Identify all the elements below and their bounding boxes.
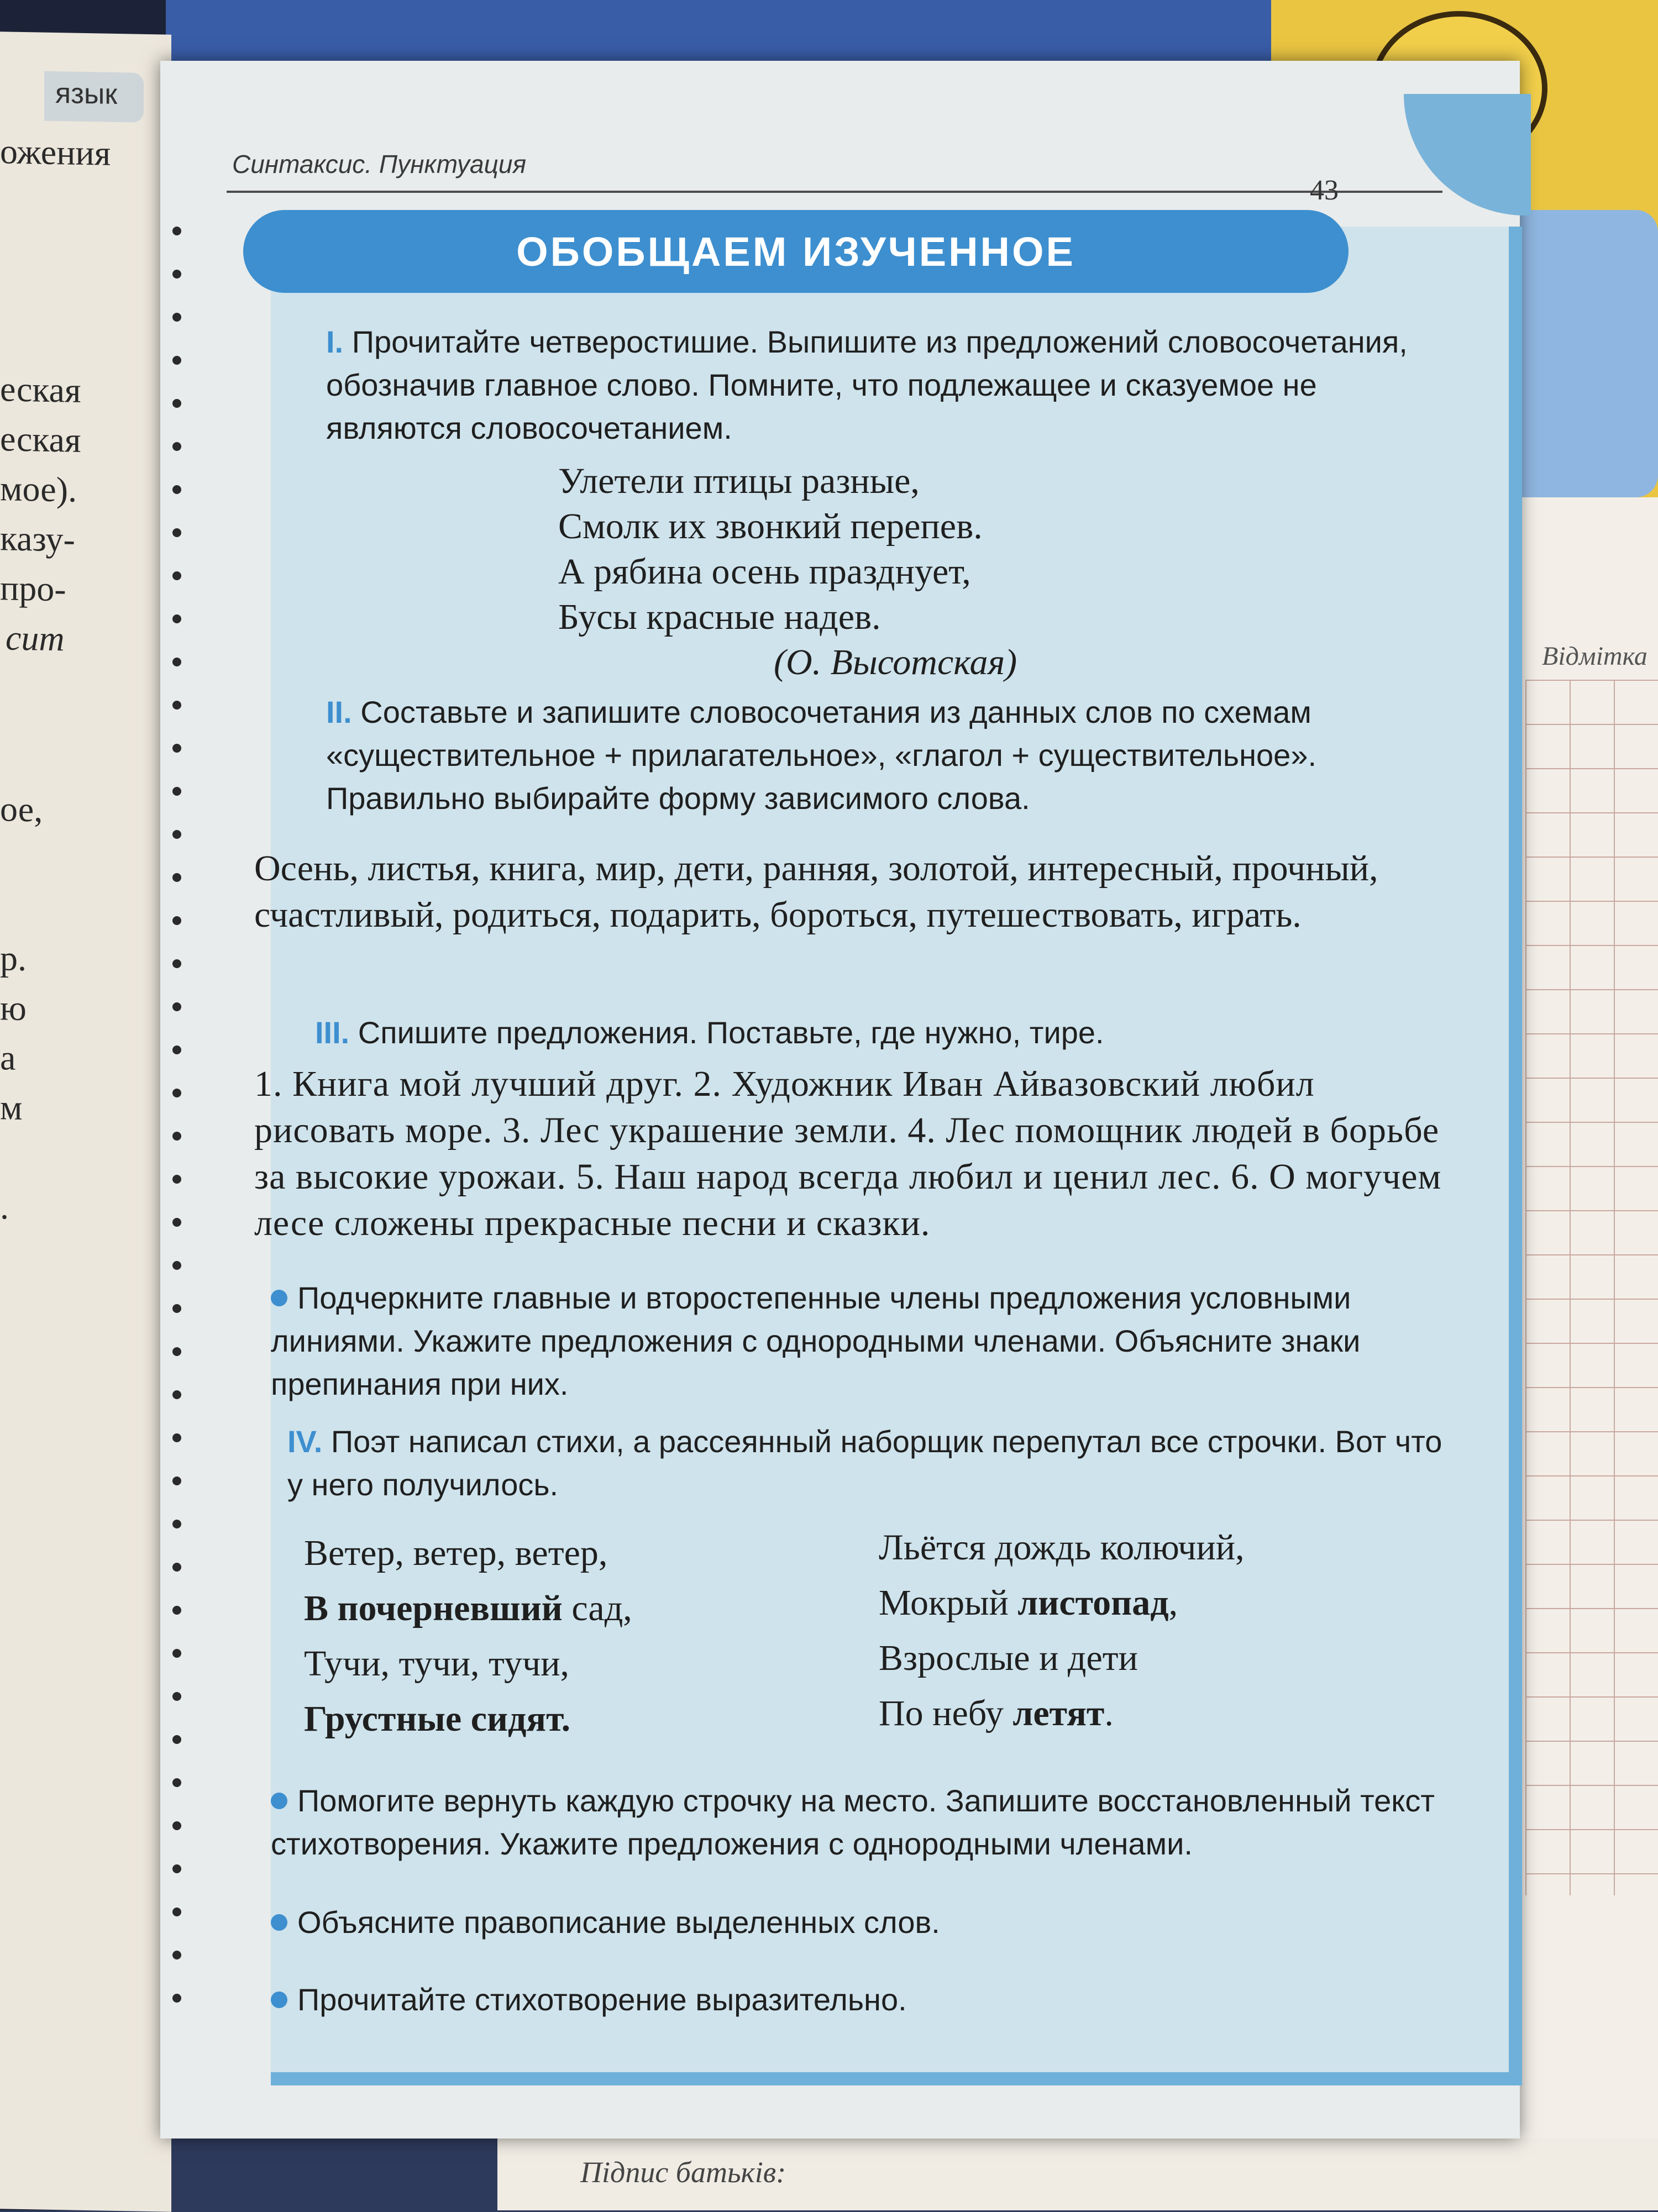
previous-page-fragment: ожения [0, 132, 111, 173]
binding-dot [172, 485, 181, 494]
binding-dot [172, 528, 181, 537]
poem-line: Бусы красные надев. [558, 597, 881, 637]
binding-dot [172, 1649, 181, 1658]
verse-right-1: Льётся дождь колючий, [879, 1527, 1245, 1568]
binding-dot [172, 614, 181, 623]
exercise-2-number: II. [326, 695, 352, 729]
binding-dot [172, 1864, 181, 1873]
binding-dot [172, 830, 181, 839]
verse-right-3: Взрослые и дети [879, 1638, 1138, 1678]
binding-dot [172, 1132, 181, 1141]
binding-dot [172, 658, 181, 666]
grade-label: Відмітка [1542, 642, 1647, 671]
bullet-icon [271, 1793, 287, 1809]
textbook-page [160, 61, 1520, 2139]
exercise-1-text: Прочитайте четверостишие. Выпишите из предложений словосочетания, обозначив главное слово. Помните, что подлежащее и сказуемое не являются словосочетанием. [326, 324, 1408, 445]
binding-dot [172, 701, 181, 710]
page-title: ОБОБЩАЕМ ИЗУЧЕННОЕ [243, 210, 1349, 293]
binding-dot [172, 270, 181, 279]
exercise-2-text: Составьте и запишите словосочетания из данных слов по схемам «существительное + прилагательное», «глагол + существительное». Правильно выбирайте форму зависимого слова. [326, 695, 1317, 816]
previous-page-fragment: сит [6, 618, 65, 659]
previous-page-fragment: мое). [0, 469, 77, 509]
previous-page-fragment: м [0, 1087, 23, 1128]
previous-page-fragment: р. [0, 938, 27, 979]
cartoon-figure [1503, 210, 1658, 497]
verse-left-2: В почерневший сад, [304, 1588, 632, 1628]
binding-dot [172, 787, 181, 796]
binding-dot [172, 442, 181, 451]
binding-dot [172, 1089, 181, 1097]
exercise-3 [210, 1011, 1459, 1054]
page-corner-decoration [1404, 94, 1531, 216]
exercise-3-task: Подчеркните главные и второстепенные члены предложения условными линиями. Укажите предложения с однородными членами. Объясните знаки препинания при них. [271, 1280, 1361, 1401]
binding-dot [172, 1045, 181, 1054]
binding-dot [172, 1477, 181, 1485]
binding-dot [172, 313, 181, 322]
exercise-4 [182, 1420, 1459, 1506]
previous-page-fragment: а [0, 1038, 16, 1078]
binding-dot [172, 1261, 181, 1270]
binding-dot [172, 1563, 181, 1572]
previous-page-fragment: . [0, 1187, 9, 1227]
binding-dots [172, 227, 195, 2050]
binding-dot [172, 1347, 181, 1356]
exercise-4-task-3: Прочитайте стихотворение выразительно. [160, 1978, 1459, 2021]
verse-left-3: Тучи, тучи, тучи, [304, 1643, 570, 1684]
binding-dot [172, 744, 181, 753]
binding-dot [172, 1520, 181, 1528]
binding-dot [172, 916, 181, 925]
binding-dot [172, 1175, 181, 1184]
poem-line: А рябина осень празднует, [558, 551, 971, 592]
binding-dot [172, 1735, 181, 1744]
verse-left-1: Ветер, ветер, ветер, [304, 1533, 608, 1573]
exercise-4-number: IV. [287, 1424, 323, 1459]
exercise-4-task-1: Помогите вернуть каждую строчку на место. Запишите восстановленный текст стихотворения. Укажите предложения с однородными членами. [271, 1783, 1435, 1861]
bullet-icon [271, 1290, 287, 1306]
section-header: Синтаксис. Пунктуация [232, 150, 527, 178]
poem-line: Смолк их звонкий перепев. [558, 506, 983, 547]
binding-dot [172, 571, 181, 580]
binding-dot [172, 1433, 181, 1442]
binding-dot [172, 1218, 181, 1227]
binding-dot [172, 356, 181, 365]
previous-page-fragment: про- [0, 568, 66, 609]
binding-dot [172, 1390, 181, 1399]
parent-signature-label: Підпис батьків: [580, 2156, 786, 2189]
binding-dot [172, 1304, 181, 1313]
verse-right-2: Мокрый листопад, [879, 1583, 1178, 1623]
binding-dot [172, 959, 181, 968]
exercise-4-task-2: Объясните правописание выделенных слов. [160, 1901, 1459, 1944]
previous-page-fragment: еская [0, 369, 81, 410]
header-rule [227, 191, 1442, 193]
exercise-3-number: III. [315, 1015, 350, 1050]
sentence-list: 1. Книга мой лучший друг. 2. Художник Иван Айвазовский любил рисовать море. 3. Лес украшение земли. 4. Лес помощник людей в борьбе за высокие урожаи. 5. Наш народ всегда любил и ценил лес. 6. О могучем лесе сложены прекрасные песни и сказки. [254, 1064, 1442, 1243]
exercise-3-text: Спишите предложения. Поставьте, где нужно, тире. [358, 1015, 1104, 1050]
binding-dot [172, 1606, 181, 1615]
exercise-4-text: Поэт написал стихи, а рассеянный наборщик перепутал все строчки. Вот что у него получилось. [287, 1424, 1442, 1502]
poem-line: Улетели птицы разные, [558, 461, 920, 501]
notebook-page [1514, 497, 1658, 2210]
previous-page-tab: язык [44, 71, 144, 123]
exercise-1-number: I. [326, 324, 344, 359]
exercise-2-words [210, 845, 1459, 938]
page-number: 43 [1310, 175, 1339, 206]
previous-page-fragment: казу- [0, 518, 75, 559]
poem-author: (О. Высотская) [774, 642, 1017, 682]
verse-left-4: Грустные сидят. [304, 1699, 571, 1739]
previous-page-fragment: ое, [0, 789, 43, 829]
binding-dot [172, 873, 181, 882]
exercise-2 [221, 691, 1459, 820]
binding-dot [172, 1002, 181, 1011]
bullet-icon [271, 1914, 287, 1931]
binding-dot [172, 399, 181, 408]
notebook-grid [1525, 680, 1658, 1895]
binding-dot [172, 1692, 181, 1701]
verse-right-4: По небу летят. [879, 1693, 1114, 1733]
bullet-icon [271, 1992, 287, 2008]
previous-page [0, 31, 171, 2211]
binding-dot [172, 227, 181, 235]
word-list: Осень, листья, книга, мир, дети, ранняя, золотой, интересный, прочный, счастливый, родиться, подарить, бороться, путешествовать, играть. [254, 848, 1378, 935]
exercise-3-sentences [199, 1061, 1459, 1247]
binding-dot [172, 1951, 181, 1959]
previous-page-fragment: еская [0, 419, 81, 460]
exercise-1 [221, 320, 1459, 450]
previous-page-fragment: ю [0, 988, 27, 1028]
